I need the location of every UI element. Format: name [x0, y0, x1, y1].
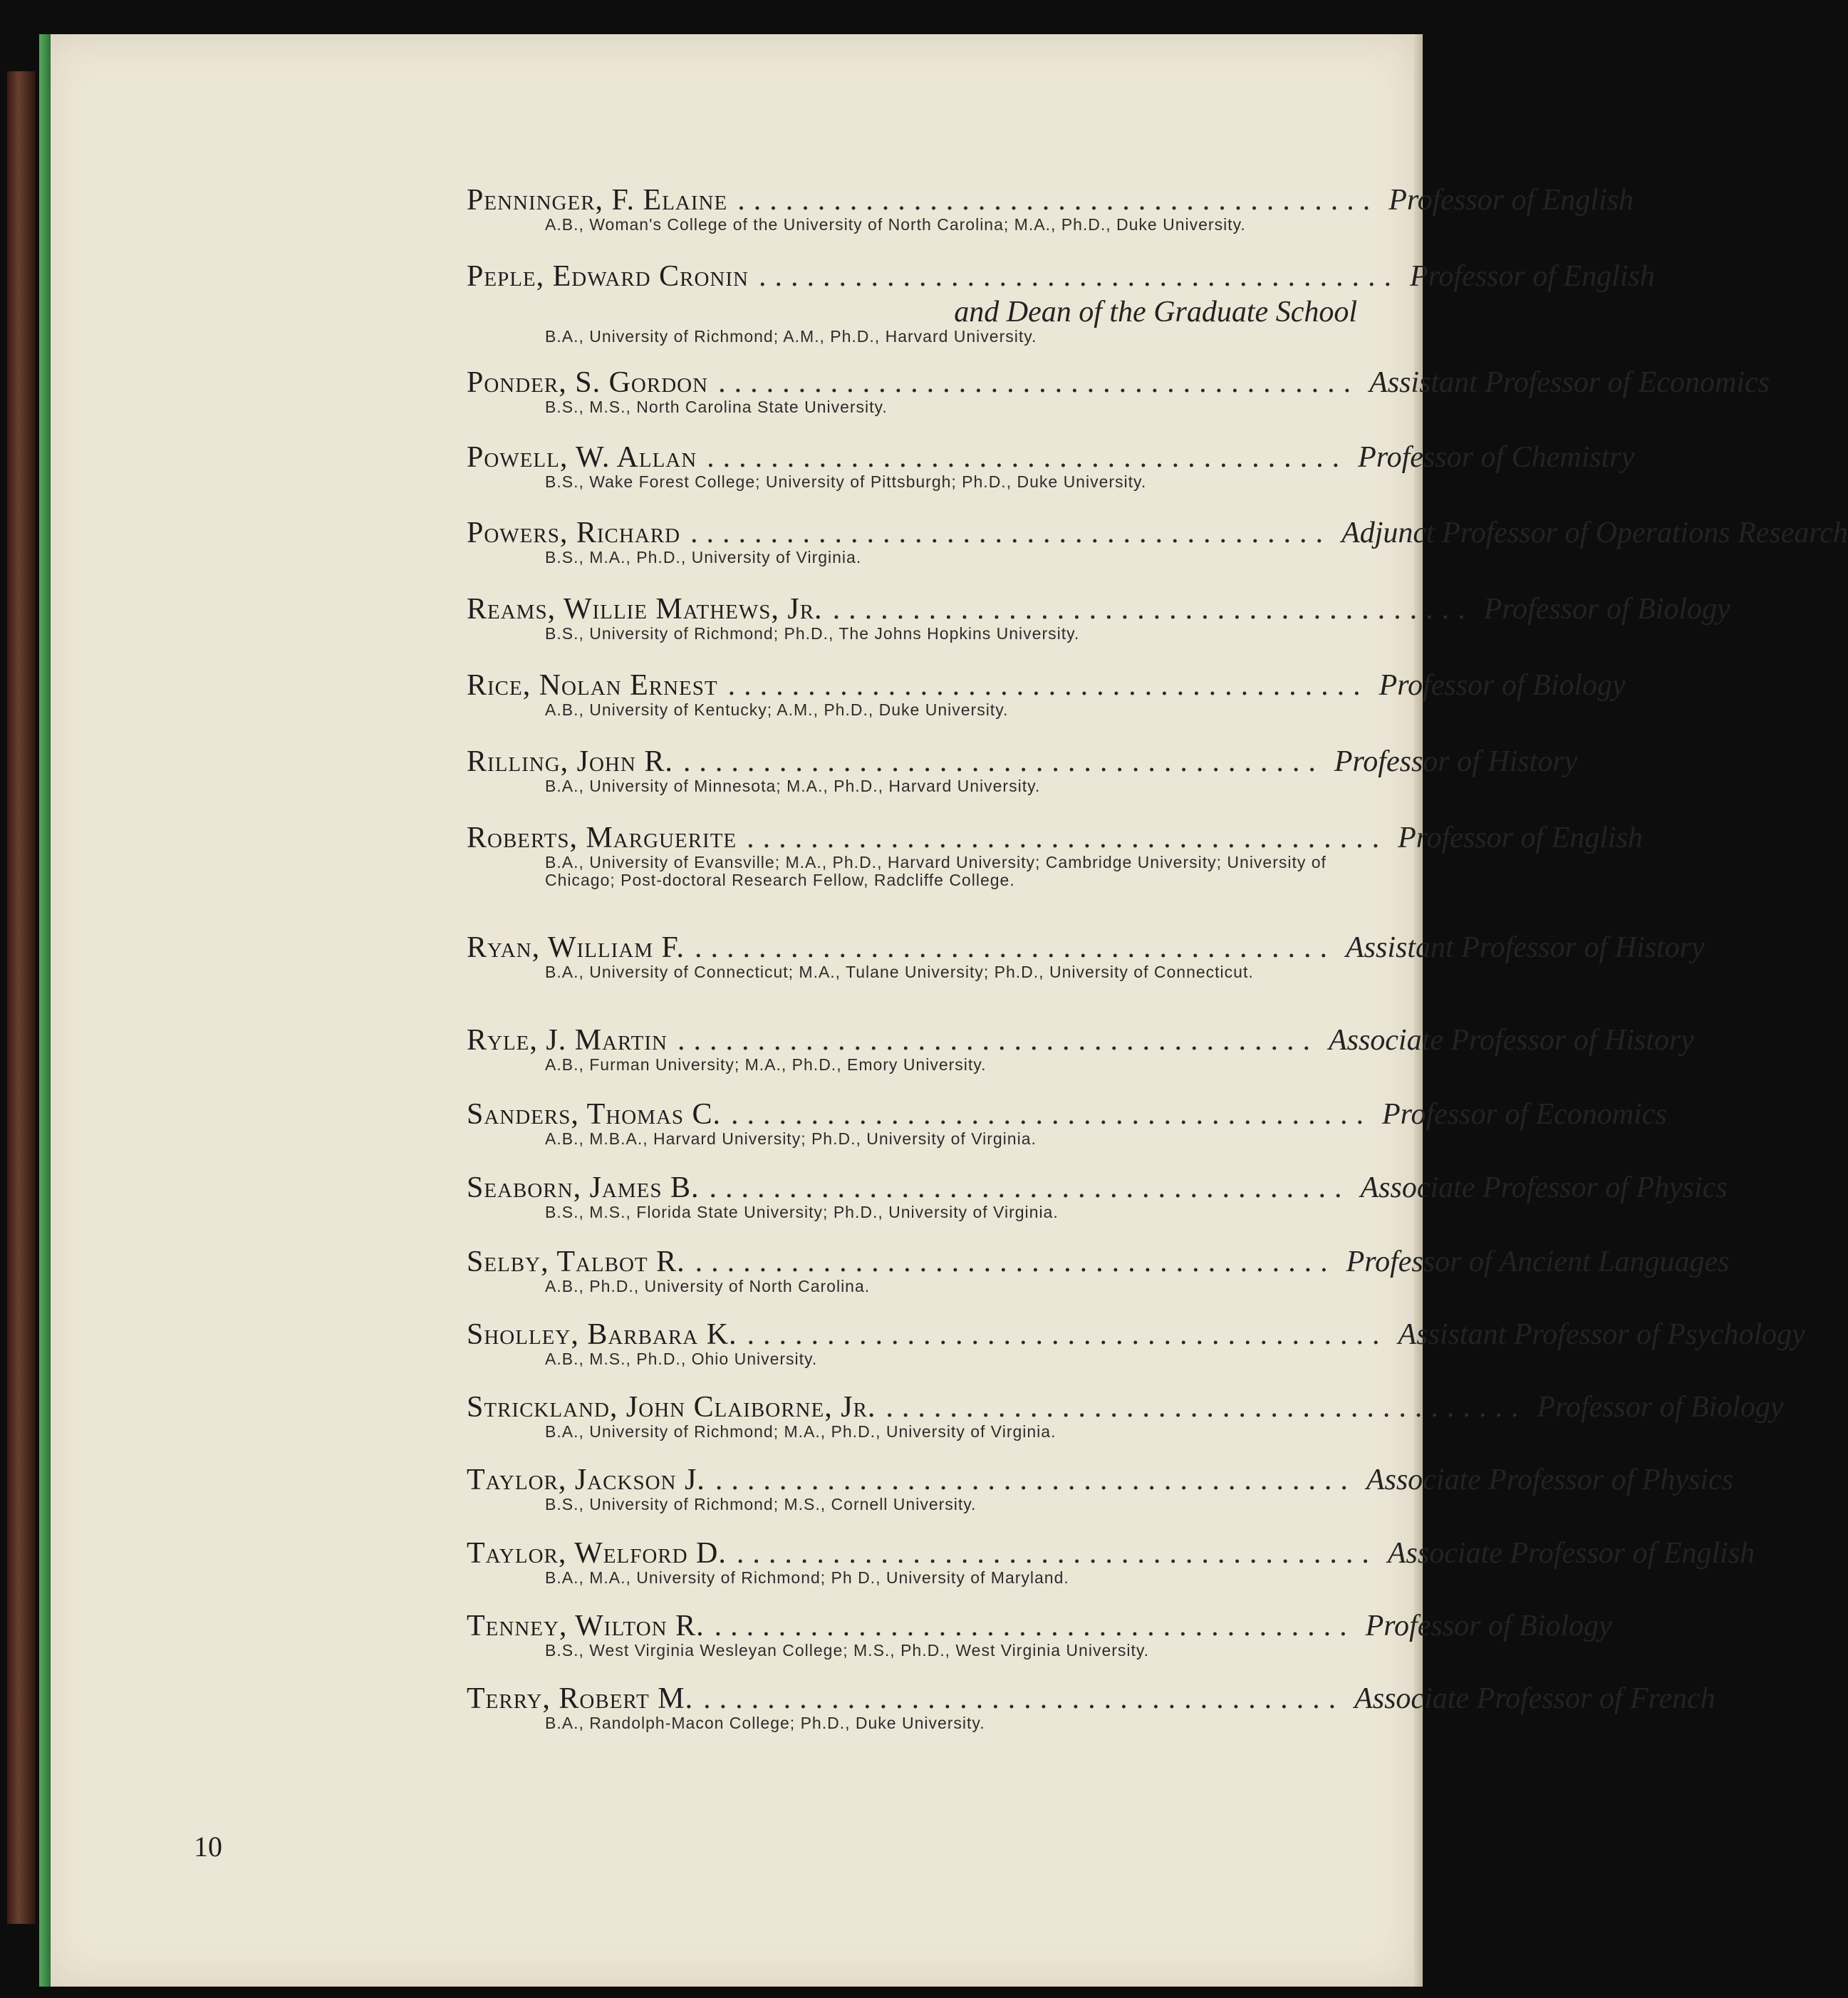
- faculty-title: Professor of Biology: [1537, 1391, 1784, 1424]
- faculty-name: Roberts, Marguerite: [467, 822, 737, 854]
- faculty-entry: Ryan, William F. ........................................ Assistant Professor of History B.A., University of Connecticut; M.A., Tulane University; Ph.D., University of Connecticut.: [467, 929, 1357, 1022]
- faculty-entry: Reams, Willie Mathews, Jr. ........................................ Professor of Biology B.S., University of Richmond; Ph.D., The Johns Hopkins University.: [467, 591, 1357, 667]
- faculty-credentials: A.B., Furman University; M.A., Ph.D., Emory University.: [545, 1055, 987, 1074]
- faculty-title: Professor of Chemistry: [1358, 441, 1635, 474]
- faculty-entry: Ponder, S. Gordon ........................................ Assistant Professor of Economics B.S., M.S., North Carolina State University.: [467, 364, 1357, 439]
- faculty-title: Professor of Biology: [1379, 669, 1626, 702]
- faculty-credentials: B.A., University of Richmond; A.M., Ph.D., Harvard University.: [545, 327, 1037, 346]
- faculty-credentials: A.B., Ph.D., University of North Carolina.: [545, 1277, 871, 1295]
- faculty-name: Powers, Richard: [467, 517, 681, 549]
- binding-edge: [39, 34, 51, 1987]
- faculty-entry: Seaborn, James B. ........................................ Associate Professor of Physics B.S., M.S., Florida State University; Ph.D., University of Virginia.: [467, 1169, 1357, 1243]
- faculty-credentials: B.A., University of Richmond; M.A., Ph.D., University of Virginia.: [545, 1422, 1057, 1441]
- faculty-name: Seaborn, James B.: [467, 1171, 700, 1204]
- faculty-name: Ryle, J. Martin: [467, 1024, 668, 1057]
- faculty-entry: Sanders, Thomas C. ........................................ Professor of Economics A.B., M.B.A., Harvard University; Ph.D., University of Virginia.: [467, 1096, 1357, 1169]
- faculty-name: Ponder, S. Gordon: [467, 366, 709, 399]
- faculty-title: Assistant Professor of Psychology: [1398, 1318, 1805, 1351]
- faculty-title: Professor of Economics: [1382, 1098, 1667, 1131]
- faculty-name: Penninger, F. Elaine: [467, 184, 728, 217]
- faculty-credentials: B.S., M.S., Florida State University; Ph.D., University of Virginia.: [545, 1203, 1059, 1221]
- faculty-title: Associate Professor of English: [1387, 1537, 1755, 1570]
- faculty-name: Rice, Nolan Ernest: [467, 669, 718, 702]
- faculty-directory: [467, 182, 1848, 1753]
- faculty-title: Professor of English: [1388, 184, 1634, 217]
- faculty-title: Assistant Professor of Economics: [1369, 366, 1770, 399]
- faculty-title: Associate Professor of French: [1354, 1682, 1715, 1715]
- faculty-name: Selby, Talbot R.: [467, 1246, 685, 1278]
- faculty-title: Professor of History: [1334, 745, 1578, 778]
- faculty-credentials: B.S., Wake Forest College; University of Pittsburgh; Ph.D., Duke University.: [545, 472, 1147, 491]
- faculty-name: Ryan, William F.: [467, 931, 685, 964]
- faculty-name: Rilling, John R.: [467, 745, 673, 778]
- faculty-entry: Taylor, Jackson J. ........................................ Associate Professor of Physics B.S., University of Richmond; M.S., Cornell University.: [467, 1461, 1357, 1535]
- faculty-credentials: B.A., University of Connecticut; M.A., Tulane University; Ph.D., University of Connecticut.: [545, 963, 1254, 981]
- faculty-title: Professor of Biology: [1483, 593, 1730, 626]
- faculty-name: Taylor, Jackson J.: [467, 1464, 705, 1496]
- faculty-credentials: B.S., West Virginia Wesleyan College; M.S., Ph.D., West Virginia University.: [545, 1641, 1150, 1660]
- faculty-name: Tenney, Wilton R.: [467, 1610, 705, 1642]
- faculty-credentials: B.A., University of Evansville; M.A., Ph.D., Harvard University; Cambridge University; University of Chicago; Post-doctoral Research Fellow, Radcliffe College.: [545, 853, 1327, 889]
- faculty-name: Taylor, Welford D.: [467, 1537, 727, 1570]
- faculty-entry: Penninger, F. Elaine ........................................ Professor of English A.B., Woman's College of the University of North Carolina; M.A., Ph.D., Duke University.: [467, 182, 1357, 258]
- faculty-title: Professor of English: [1409, 260, 1655, 293]
- faculty-credentials: B.S., University of Richmond; Ph.D., The Johns Hopkins University.: [545, 624, 1080, 643]
- faculty-title: Associate Professor of Physics: [1360, 1171, 1728, 1204]
- faculty-entry: Roberts, Marguerite ........................................ Professor of English B.A., University of Evansville; M.A., Ph.D., Harvard University; Cambridge University; University of Chicago; Post-doctoral Research Fellow, Radcliffe College.: [467, 819, 1357, 929]
- faculty-entry: Strickland, John Claiborne, Jr. ........................................ Professor of Biology B.A., University of Richmond; M.A., Ph.D., University of Virginia.: [467, 1389, 1357, 1461]
- faculty-name: Peple, Edward Cronin: [467, 260, 749, 293]
- faculty-credentials: A.B., University of Kentucky; A.M., Ph.D., Duke University.: [545, 700, 1009, 719]
- faculty-entry: Sholley, Barbara K. ........................................ Assistant Professor of Psychology A.B., M.S., Ph.D., Ohio University.: [467, 1316, 1357, 1389]
- faculty-entry: Powell, W. Allan ........................................ Professor of Chemistry B.S., Wake Forest College; University of Pittsburgh; Ph.D., Duke University.: [467, 439, 1357, 514]
- faculty-credentials: B.A., Randolph-Macon College; Ph.D., Duke University.: [545, 1714, 985, 1732]
- faculty-entry: Rilling, John R. ........................................ Professor of History B.A., University of Minnesota; M.A., Ph.D., Harvard University.: [467, 743, 1357, 819]
- faculty-credentials: A.B., Woman's College of the University of North Carolina; M.A., Ph.D., Duke University.: [545, 215, 1246, 234]
- faculty-entry: Peple, Edward Cronin ........................................ Professor of English and Dean of the Graduate School B.A., University of Richmond; A.M., Ph.D., Harvard University.: [467, 258, 1357, 364]
- faculty-entry: Rice, Nolan Ernest ........................................ Professor of Biology A.B., University of Kentucky; A.M., Ph.D., Duke University.: [467, 667, 1357, 743]
- faculty-entry: Ryle, J. Martin ........................................ Associate Professor of History A.B., Furman University; M.A., Ph.D., Emory University.: [467, 1022, 1357, 1096]
- faculty-entry: Taylor, Welford D. ........................................ Associate Professor of English B.A., M.A., University of Richmond; Ph D., University of Maryland.: [467, 1535, 1357, 1608]
- faculty-name: Reams, Willie Mathews, Jr.: [467, 593, 823, 626]
- faculty-name: Sholley, Barbara K.: [467, 1318, 737, 1351]
- faculty-title: Professor of Biology: [1365, 1610, 1612, 1642]
- faculty-credentials: B.S., M.S., North Carolina State University.: [545, 398, 888, 416]
- faculty-title: Adjunct Professor of Operations Research: [1341, 517, 1848, 549]
- faculty-name: Powell, W. Allan: [467, 441, 697, 474]
- faculty-credentials: B.S., University of Richmond; M.S., Cornell University.: [545, 1495, 977, 1513]
- faculty-name: Terry, Robert M.: [467, 1682, 694, 1715]
- faculty-title: Professor of Ancient Languages: [1346, 1246, 1730, 1278]
- faculty-credentials: A.B., M.B.A., Harvard University; Ph.D., University of Virginia.: [545, 1129, 1037, 1148]
- faculty-entry: Selby, Talbot R. ........................................ Professor of Ancient Languages A.B., Ph.D., University of North Carolina.: [467, 1243, 1357, 1316]
- faculty-name: Strickland, John Claiborne, Jr.: [467, 1391, 876, 1424]
- faculty-entry: Tenney, Wilton R. ........................................ Professor of Biology B.S., West Virginia Wesleyan College; M.S., Ph.D., West Virginia University.: [467, 1608, 1357, 1680]
- faculty-credentials: B.S., M.A., Ph.D., University of Virginia.: [545, 548, 862, 566]
- faculty-title: Associate Professor of Physics: [1366, 1464, 1734, 1496]
- faculty-title: Professor of English: [1398, 822, 1643, 854]
- faculty-name: Sanders, Thomas C.: [467, 1098, 722, 1131]
- faculty-credentials: B.A., M.A., University of Richmond; Ph D., University of Maryland.: [545, 1568, 1069, 1587]
- faculty-entry: Terry, Robert M. ........................................ Associate Professor of French B.A., Randolph-Macon College; Ph.D., Duke University.: [467, 1680, 1357, 1753]
- faculty-title-continued: and Dean of the Graduate School: [954, 296, 1357, 328]
- faculty-title: Associate Professor of History: [1328, 1024, 1694, 1057]
- faculty-title: Assistant Professor of History: [1345, 931, 1705, 964]
- book-spine: [7, 71, 36, 1924]
- page-number: 10: [194, 1831, 222, 1863]
- faculty-credentials: A.B., M.S., Ph.D., Ohio University.: [545, 1350, 818, 1368]
- faculty-credentials: B.A., University of Minnesota; M.A., Ph.D., Harvard University.: [545, 777, 1041, 795]
- faculty-entry: Powers, Richard ........................................ Adjunct Professor of Operations Research B.S., M.A., Ph.D., University of Virginia.: [467, 514, 1357, 591]
